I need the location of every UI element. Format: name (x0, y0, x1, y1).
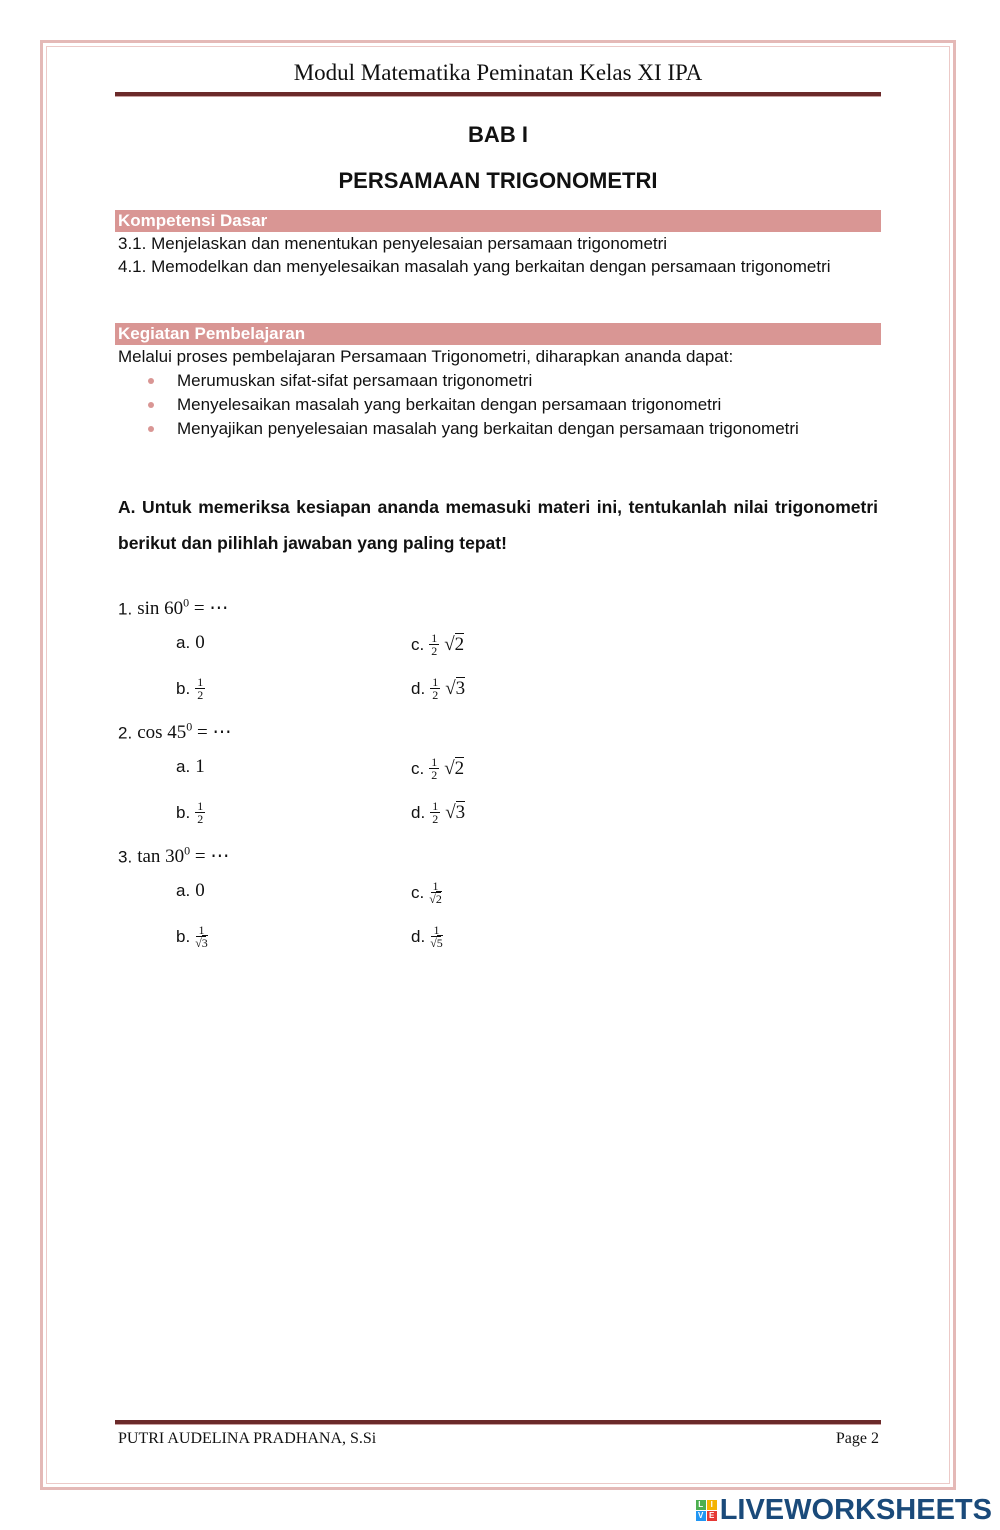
option-fraction (429, 632, 439, 657)
logo-tile: L (696, 1500, 706, 1510)
question-stem (118, 844, 229, 868)
answer-option[interactable] (176, 632, 205, 654)
option-value: 0 (195, 632, 205, 653)
answer-option[interactable] (176, 800, 205, 825)
answer-option[interactable] (411, 756, 464, 781)
footer-rule (115, 1420, 881, 1425)
question-stem (118, 596, 228, 620)
option-letter: a. (176, 633, 191, 652)
degree-superscript: 0 (183, 596, 190, 610)
answer-option[interactable] (176, 756, 205, 778)
section-a-instruction: A. Untuk memeriksa kesiapan ananda memasuki materi ini, tentukanlah nilai trigonometri berikut dan pilihlah jawaban yang paling tepat! (118, 497, 878, 553)
bullet-item: Menyelesaikan masalah yang berkaitan dengan persamaan trigonometri (148, 393, 878, 416)
fraction-denominator: 2 (197, 812, 204, 826)
option-letter: a. (176, 881, 191, 900)
option-fraction (430, 924, 443, 949)
chapter-number: BAB I (468, 122, 528, 147)
header-rule (115, 92, 881, 97)
fraction-denominator: 2 (431, 644, 438, 658)
kompetensi-heading: Kompetensi Dasar (115, 210, 881, 232)
option-sqrt: √3 (445, 801, 466, 823)
answer-option[interactable] (411, 880, 442, 905)
denominator-radicand: 5 (436, 936, 443, 950)
fraction-denominator: 2 (431, 768, 438, 782)
logo-tile: E (707, 1511, 717, 1521)
option-fraction (429, 756, 439, 781)
option-fraction (430, 676, 440, 701)
bullet-icon (148, 402, 154, 408)
denominator-radicand: 3 (201, 936, 208, 950)
question-expression (137, 722, 231, 743)
option-fraction (195, 800, 205, 825)
chapter-title: PERSAMAAN TRIGONOMETRI (338, 168, 658, 193)
expression-text: cos 45 (137, 722, 187, 744)
fraction-denominator: √3 (195, 936, 208, 950)
fraction-numerator: 1 (197, 675, 204, 689)
header-title: Modul Matematika Peminatan Kelas XI IPA (293, 60, 703, 85)
answer-option[interactable] (176, 880, 205, 902)
option-fraction (430, 800, 440, 825)
degree-superscript: 0 (186, 720, 193, 734)
option-fraction (195, 676, 205, 701)
option-letter: a. (176, 757, 191, 776)
option-fraction (429, 880, 442, 905)
logo-tiles-icon (696, 1500, 717, 1521)
radicand: 2 (454, 757, 465, 779)
option-letter: c. (411, 634, 425, 654)
kompetensi-item: 4.1. Memodelkan dan menyelesaikan masalah yang berkaitan dengan persamaan trigonometri (118, 257, 831, 276)
option-letter: b. (176, 678, 191, 698)
logo-text: LIVEWORKSHEETS (719, 1494, 992, 1526)
option-sqrt: √3 (445, 677, 466, 699)
fraction-denominator: √2 (429, 892, 442, 906)
footer-page-number: Page 2 (835, 1430, 879, 1447)
kegiatan-intro: Melalui proses pembelajaran Persamaan Trigonometri, diharapkan ananda dapat: (118, 347, 734, 366)
fraction-denominator: 2 (432, 688, 439, 702)
option-letter: d. (411, 926, 426, 946)
denominator-radicand: 2 (435, 892, 442, 906)
footer-author: PUTRI AUDELINA PRADHANA, S.Si (118, 1430, 377, 1447)
option-value: 1 (195, 756, 205, 777)
bullet-icon (148, 378, 154, 384)
expression-tail: = ⋯ (189, 598, 229, 620)
fraction-numerator: 1 (198, 923, 205, 937)
expression-text: sin 60 (137, 598, 184, 620)
option-letter: d. (411, 678, 426, 698)
option-sqrt: √2 (444, 633, 465, 655)
question-expression (137, 846, 229, 867)
option-sqrt: √2 (444, 757, 465, 779)
answer-option[interactable] (176, 676, 205, 701)
liveworksheets-logo (696, 1494, 992, 1527)
option-fraction (195, 924, 208, 949)
option-letter: c. (411, 882, 425, 902)
answer-option[interactable] (176, 924, 208, 949)
question-expression (137, 598, 228, 619)
fraction-numerator: 1 (433, 923, 440, 937)
answer-option[interactable] (411, 924, 443, 949)
degree-superscript: 0 (184, 844, 191, 858)
answer-option[interactable] (411, 632, 464, 657)
option-value: 0 (195, 880, 205, 901)
kegiatan-heading: Kegiatan Pembelajaran (115, 323, 881, 345)
question-stem (118, 720, 231, 744)
fraction-numerator: 1 (197, 799, 204, 813)
bullet-icon (148, 426, 154, 432)
question-number: 1. (118, 599, 133, 619)
logo-tile: I (707, 1500, 717, 1510)
answer-option[interactable] (411, 800, 465, 825)
fraction-denominator: 2 (432, 812, 439, 826)
expression-tail: = ⋯ (192, 722, 232, 744)
bullet-item: Menyajikan penyelesaian masalah yang berkaitan dengan persamaan trigonometri (148, 417, 878, 440)
radicand: 3 (455, 677, 466, 699)
kompetensi-item: 3.1. Menjelaskan dan menentukan penyelesaian persamaan trigonometri (118, 234, 668, 253)
fraction-numerator: 1 (431, 631, 438, 645)
radicand: 2 (454, 633, 465, 655)
logo-tile: V (696, 1511, 706, 1521)
expression-tail: = ⋯ (190, 846, 230, 868)
question-number: 3. (118, 847, 133, 867)
bullet-item: Merumuskan sifat-sifat persamaan trigonometri (148, 369, 878, 392)
option-letter: b. (176, 802, 191, 822)
fraction-denominator: 2 (197, 688, 204, 702)
option-letter: b. (176, 926, 191, 946)
expression-text: tan 30 (137, 846, 185, 868)
option-letter: c. (411, 758, 425, 778)
fraction-numerator: 1 (432, 799, 439, 813)
question-number: 2. (118, 723, 133, 743)
fraction-numerator: 1 (432, 879, 439, 893)
fraction-numerator: 1 (431, 755, 438, 769)
answer-option[interactable] (411, 676, 465, 701)
fraction-denominator: √5 (430, 936, 443, 950)
fraction-numerator: 1 (432, 675, 439, 689)
radicand: 3 (455, 801, 466, 823)
option-letter: d. (411, 802, 426, 822)
